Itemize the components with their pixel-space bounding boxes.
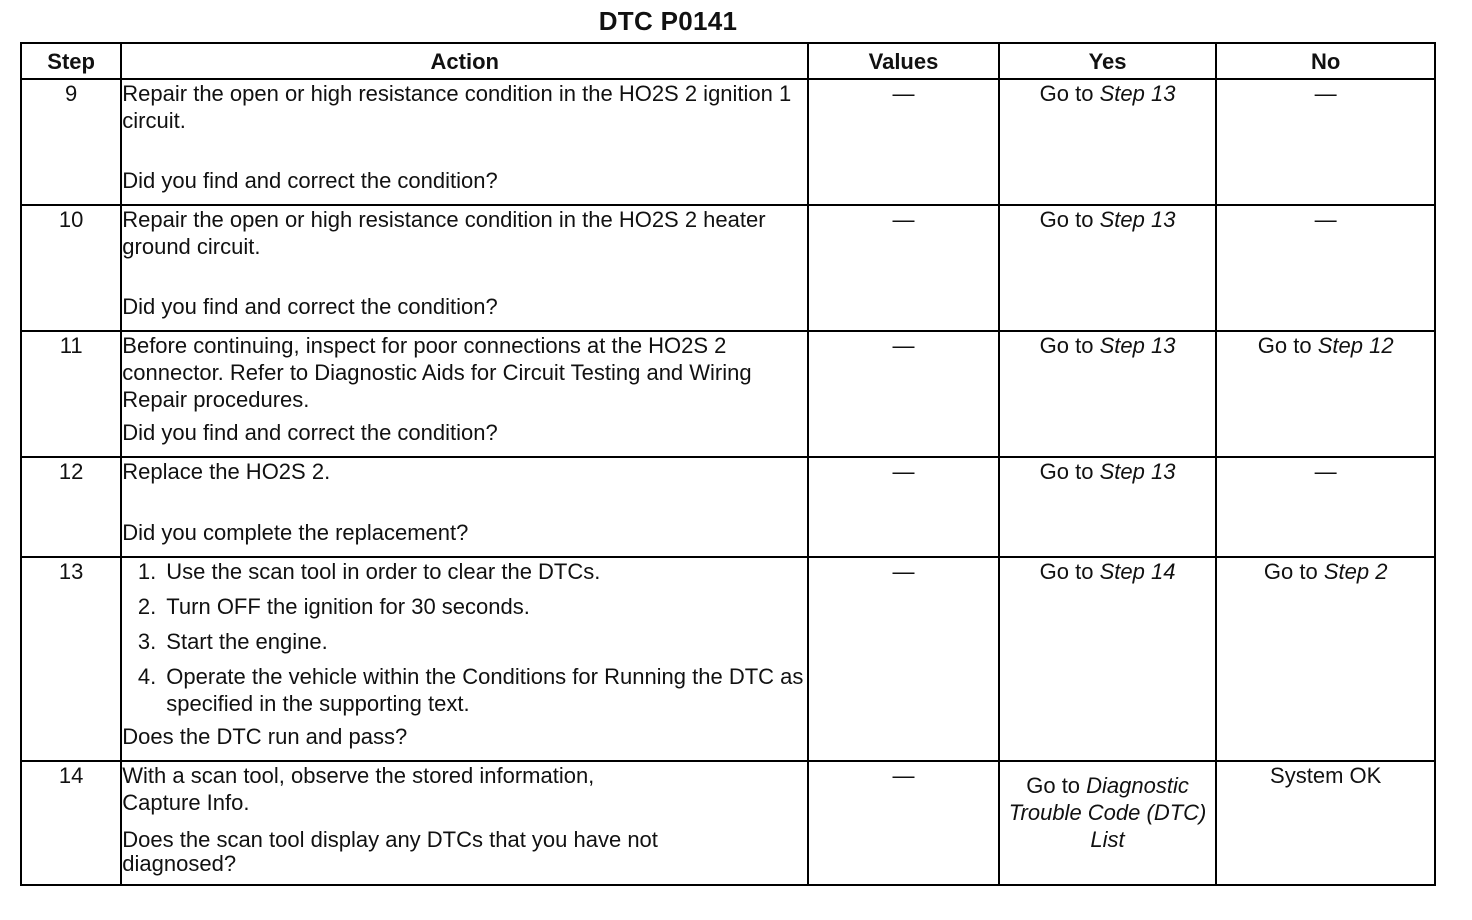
action-cell	[121, 557, 808, 761]
no-prefix: Go to	[1257, 333, 1318, 358]
yes-cell	[999, 457, 1217, 557]
yes-prefix: Go to	[1026, 773, 1087, 798]
no-cell: —	[1216, 79, 1435, 205]
question-text: Did you find and correct the condition?	[122, 168, 498, 193]
action-text: Before continuing, inspect for poor connections at the HO2S 2 connector. Refer to Diagnostic Aids for Circuit Testing and Wiring Repair procedures.	[122, 333, 752, 412]
list-item: 3. Start the engine.	[137, 629, 328, 654]
no-prefix: Go to	[1263, 559, 1324, 584]
values-cell: —	[808, 761, 999, 885]
no-cell	[1216, 331, 1435, 457]
step-number: 14	[21, 761, 121, 885]
dtc-list-link[interactable]: Diagnostic Trouble Code (DTC) List	[1008, 773, 1207, 852]
step-reference-link[interactable]: Step 2	[1323, 559, 1388, 584]
action-cell	[121, 79, 808, 205]
action-cell	[121, 761, 808, 885]
header-row	[21, 43, 1435, 79]
step-number: 13	[21, 557, 121, 761]
question-text: Does the scan tool display any DTCs that you have not diagnosed?	[122, 827, 658, 876]
yes-prefix: Go to	[1039, 459, 1100, 484]
step-reference-link[interactable]: Step 13	[1099, 207, 1176, 232]
header-yes: Yes	[999, 43, 1217, 79]
yes-prefix: Go to	[1039, 207, 1100, 232]
question-text: Did you complete the replacement?	[122, 520, 469, 545]
yes-prefix: Go to	[1039, 333, 1100, 358]
question-text: Did you find and correct the condition?	[122, 294, 498, 319]
step-reference-link[interactable]: Step 14	[1099, 559, 1176, 584]
action-text: Repair the open or high resistance condition in the HO2S 2 ignition 1 circuit.	[122, 81, 792, 133]
list-item: 2. Turn OFF the ignition for 30 seconds.	[137, 594, 530, 619]
list-item: 4. Operate the vehicle within the Conditions for Running the DTC as specified in the supporting text.	[137, 664, 804, 716]
yes-cell	[999, 331, 1217, 457]
table-row	[21, 79, 1435, 205]
diagnostic-table	[20, 42, 1436, 886]
values-cell: —	[808, 331, 999, 457]
values-cell: —	[808, 205, 999, 331]
yes-cell	[999, 205, 1217, 331]
action-text: Replace the HO2S 2.	[122, 459, 331, 484]
header-no: No	[1216, 43, 1435, 79]
step-reference-link[interactable]: Step 13	[1099, 333, 1176, 358]
question-text: Did you find and correct the condition?	[122, 420, 498, 445]
header-step: Step	[21, 43, 121, 79]
document-title: DTC P0141	[598, 6, 738, 36]
yes-cell	[999, 761, 1217, 885]
no-cell	[1216, 557, 1435, 761]
values-cell: —	[808, 557, 999, 761]
table-row	[21, 331, 1435, 457]
step-number: 12	[21, 457, 121, 557]
yes-prefix: Go to	[1039, 81, 1100, 106]
no-cell: —	[1216, 457, 1435, 557]
yes-cell	[999, 79, 1217, 205]
table-row	[21, 205, 1435, 331]
step-number: 9	[21, 79, 121, 205]
step-number: 11	[21, 331, 121, 457]
step-number: 10	[21, 205, 121, 331]
action-cell	[121, 331, 808, 457]
substep-list	[122, 558, 807, 717]
step-reference-link[interactable]: Step 13	[1099, 459, 1176, 484]
values-cell: —	[808, 79, 999, 205]
values-cell: —	[808, 457, 999, 557]
step-reference-link[interactable]: Step 12	[1317, 333, 1394, 358]
action-text: With a scan tool, observe the stored information, Capture Info.	[122, 763, 595, 815]
action-text: Repair the open or high resistance condition in the HO2S 2 heater ground circuit.	[122, 207, 766, 259]
list-item: 1. Use the scan tool in order to clear the DTCs.	[137, 559, 601, 584]
table-row	[21, 457, 1435, 557]
yes-cell	[999, 557, 1217, 761]
header-action: Action	[121, 43, 808, 79]
table-row	[21, 557, 1435, 761]
step-reference-link[interactable]: Step 13	[1099, 81, 1176, 106]
table-row	[21, 761, 1435, 885]
no-cell: —	[1216, 205, 1435, 331]
no-cell: System OK	[1216, 761, 1435, 885]
action-cell	[121, 457, 808, 557]
action-cell	[121, 205, 808, 331]
yes-prefix: Go to	[1039, 559, 1100, 584]
question-text: Does the DTC run and pass?	[122, 724, 408, 749]
header-values: Values	[808, 43, 999, 79]
